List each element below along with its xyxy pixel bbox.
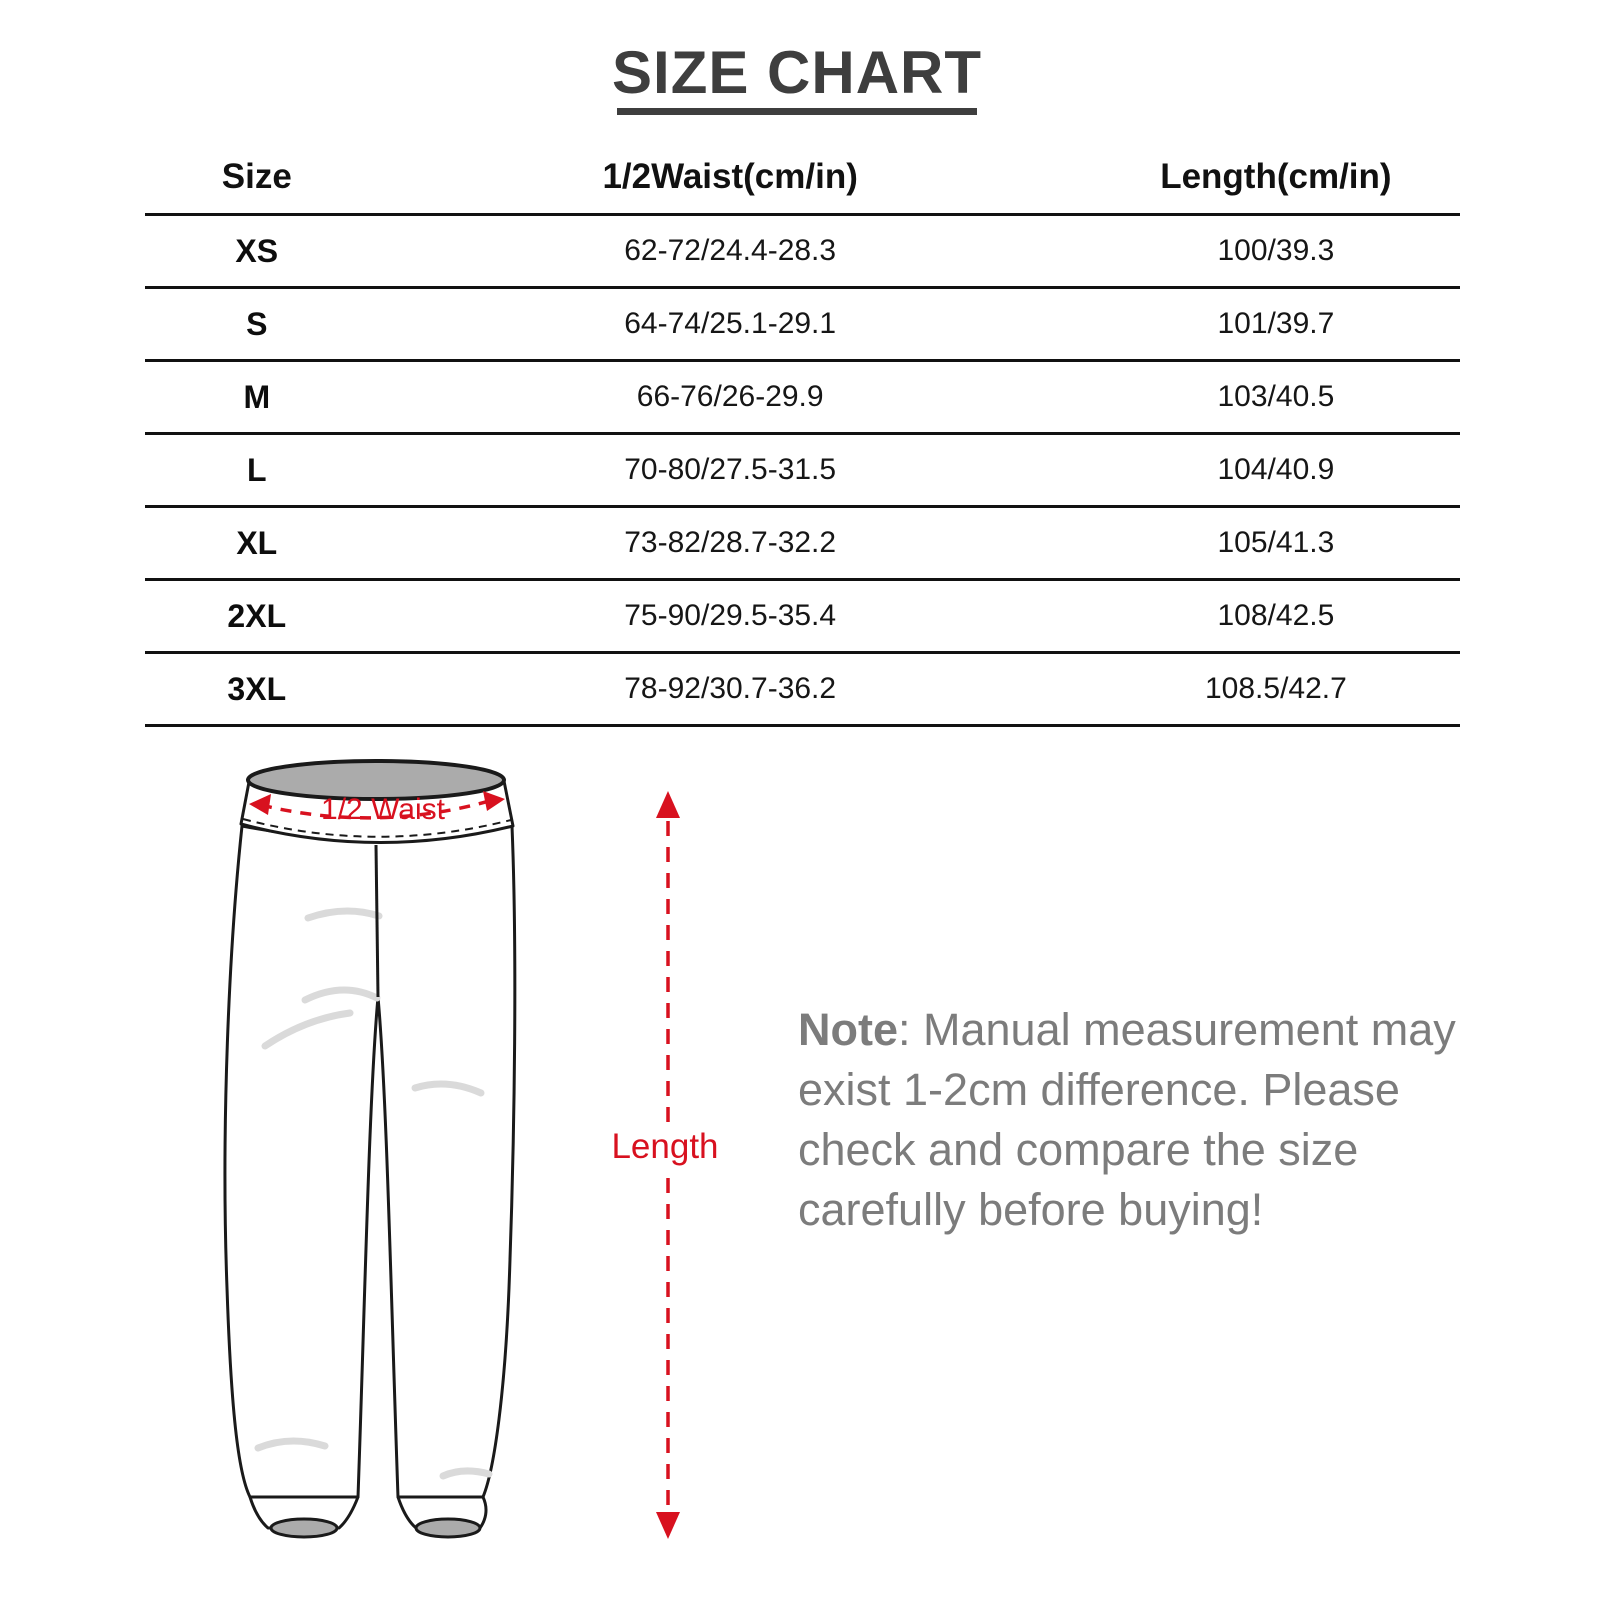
note-line-4: carefully before buying! xyxy=(798,1184,1264,1235)
waist-cell: 75-90/29.5-35.4 xyxy=(369,580,1092,653)
table-row xyxy=(145,507,1460,580)
size-cell: S xyxy=(145,288,369,361)
column-header-length: Length(cm/in) xyxy=(1092,140,1460,215)
waist-cell: 73-82/28.7-32.2 xyxy=(369,507,1092,580)
table-row xyxy=(145,361,1460,434)
waist-cell: 78-92/30.7-36.2 xyxy=(369,653,1092,726)
arrowhead-down-icon xyxy=(656,1512,680,1539)
title-underline xyxy=(617,108,977,115)
waist-cell: 70-80/27.5-31.5 xyxy=(369,434,1092,507)
length-cell: 108/42.5 xyxy=(1092,580,1460,653)
cuff-right-opening xyxy=(416,1519,480,1537)
note-line-1: Note: Manual measurement may xyxy=(798,1004,1456,1055)
length-cell: 101/39.7 xyxy=(1092,288,1460,361)
size-cell: L xyxy=(145,434,369,507)
cuff-left-opening xyxy=(271,1519,337,1537)
size-cell: M xyxy=(145,361,369,434)
note-line-2: exist 1-2cm difference. Please xyxy=(798,1064,1400,1115)
length-cell: 100/39.3 xyxy=(1092,215,1460,288)
size-cell: 2XL xyxy=(145,580,369,653)
waist-cell: 66-76/26-29.9 xyxy=(369,361,1092,434)
pants-outline xyxy=(225,826,515,1497)
waist-cell: 64-74/25.1-29.1 xyxy=(369,288,1092,361)
note-prefix: Note xyxy=(798,1004,898,1055)
arrowhead-up-icon xyxy=(656,791,680,818)
table-row xyxy=(145,434,1460,507)
length-cell: 105/41.3 xyxy=(1092,507,1460,580)
length-cell: 108.5/42.7 xyxy=(1092,653,1460,726)
column-header-size: Size xyxy=(145,140,369,215)
size-cell: XL xyxy=(145,507,369,580)
size-cell: XS xyxy=(145,215,369,288)
pants-diagram xyxy=(205,748,525,1548)
size-cell: 3XL xyxy=(145,653,369,726)
length-cell: 104/40.9 xyxy=(1092,434,1460,507)
column-header-waist: 1/2Waist(cm/in) xyxy=(369,140,1092,215)
table-row xyxy=(145,653,1460,726)
note-line-3: check and compare the size xyxy=(798,1124,1359,1175)
waist-label: 1/2 Waist xyxy=(321,793,445,826)
table-header-row xyxy=(145,140,1460,215)
waist-cell: 62-72/24.4-28.3 xyxy=(369,215,1092,288)
page-title: SIZE CHART xyxy=(612,39,982,106)
front-seam-line xyxy=(376,845,378,997)
table-row xyxy=(145,580,1460,653)
length-cell: 103/40.5 xyxy=(1092,361,1460,434)
size-table xyxy=(145,140,1460,727)
note-text xyxy=(798,1000,1478,1240)
table-row xyxy=(145,288,1460,361)
length-label: Length xyxy=(611,1127,719,1166)
table-row xyxy=(145,215,1460,288)
